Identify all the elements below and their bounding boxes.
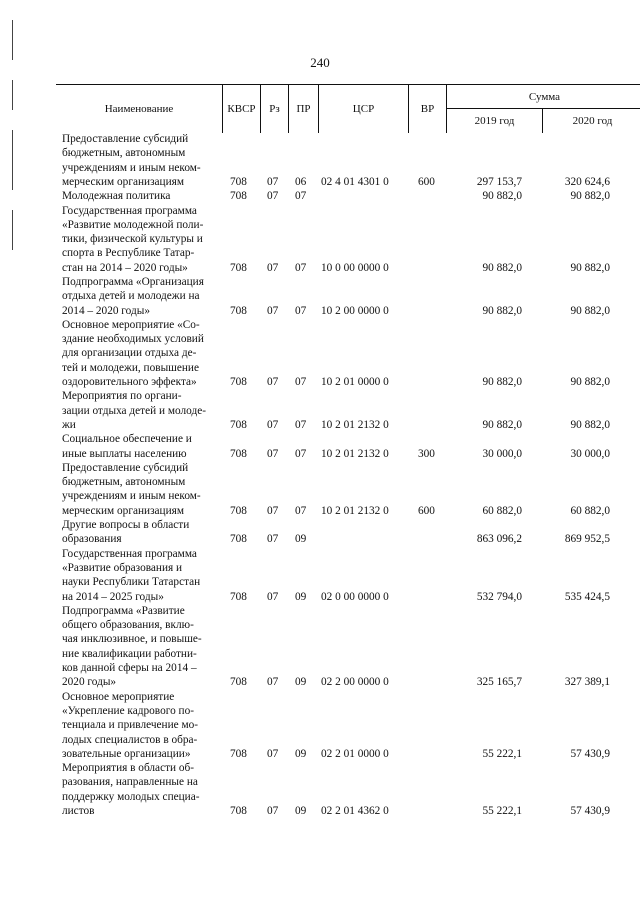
row-kvsr: 708 bbox=[230, 805, 247, 818]
row-name-line: ков данной сферы на 2014 – bbox=[62, 662, 197, 675]
page-number: 240 bbox=[310, 55, 330, 70]
row-csr: 02 4 01 4301 0 bbox=[321, 175, 389, 188]
row-csr: 10 2 01 0000 0 bbox=[321, 376, 389, 389]
row-name-line: Предоставление субсидий bbox=[62, 461, 189, 474]
row-name-line: зовательные организации» bbox=[62, 747, 191, 760]
row-sum-2019: 55 222,1 bbox=[482, 747, 522, 760]
row-name-line: тики, физической культуры и bbox=[62, 233, 203, 246]
row-pr: 09 bbox=[295, 533, 307, 546]
row-name-line: 2014 – 2020 годы» bbox=[62, 304, 150, 317]
row-rz: 07 bbox=[267, 261, 279, 274]
row-name-line: Государственная программа bbox=[62, 204, 197, 217]
row-rz: 07 bbox=[267, 175, 279, 188]
row-sum-2019: 60 882,0 bbox=[482, 504, 522, 517]
row-sum-2019: 90 882,0 bbox=[482, 304, 522, 317]
row-kvsr: 708 bbox=[230, 590, 247, 603]
row-name-line: на 2014 – 2025 годы» bbox=[62, 590, 164, 603]
row-name-line: учреждениям и иным неком- bbox=[62, 161, 201, 174]
row-name bbox=[62, 604, 218, 690]
row-name bbox=[62, 518, 218, 547]
row-pr: 09 bbox=[295, 676, 307, 689]
table-row bbox=[0, 547, 640, 604]
row-sum-2020: 90 882,0 bbox=[570, 304, 610, 317]
row-name-line: 2020 годы» bbox=[62, 676, 117, 689]
table-header bbox=[56, 84, 640, 133]
row-kvsr: 708 bbox=[230, 175, 247, 188]
row-vr: 300 bbox=[418, 447, 435, 460]
row-name bbox=[62, 275, 218, 318]
header-2020: 2020 год bbox=[542, 109, 640, 133]
row-name-line: листов bbox=[62, 805, 95, 818]
row-pr: 09 bbox=[295, 590, 307, 603]
header-pr: ПР bbox=[288, 85, 318, 133]
row-sum-2019: 297 153,7 bbox=[476, 175, 522, 188]
row-pr: 07 bbox=[295, 376, 307, 389]
row-name-line: Другие вопросы в области bbox=[62, 519, 190, 532]
row-sum-2020: 327 389,1 bbox=[564, 676, 610, 689]
row-name bbox=[62, 761, 218, 818]
row-name-line: спорта в Республике Татар- bbox=[62, 247, 195, 260]
table-row bbox=[0, 132, 640, 189]
table-row bbox=[0, 432, 640, 461]
table-row bbox=[0, 690, 640, 762]
row-csr: 02 0 00 0000 0 bbox=[321, 590, 389, 603]
row-name-line: тей и молодежи, повышение bbox=[62, 361, 199, 374]
row-pr: 07 bbox=[295, 418, 307, 431]
row-pr: 06 bbox=[295, 175, 307, 188]
header-name: Наименование bbox=[104, 103, 174, 115]
row-name bbox=[62, 690, 218, 761]
row-name-line: отдыха детей и молодежи на bbox=[62, 290, 200, 303]
row-name-line: общего образования, вклю- bbox=[62, 619, 194, 632]
row-name-line: «Развитие молодежной поли- bbox=[62, 218, 204, 231]
row-sum-2020: 90 882,0 bbox=[570, 261, 610, 274]
row-name bbox=[62, 461, 218, 518]
row-kvsr: 708 bbox=[230, 418, 247, 431]
row-pr: 07 bbox=[295, 447, 307, 460]
row-name-line: чая инклюзивное, и повыше- bbox=[62, 633, 202, 646]
row-kvsr: 708 bbox=[230, 533, 247, 546]
row-rz: 07 bbox=[267, 747, 279, 760]
row-kvsr: 708 bbox=[230, 190, 247, 203]
header-csr: ЦСР bbox=[318, 85, 408, 133]
row-rz: 07 bbox=[267, 190, 279, 203]
row-pr: 09 bbox=[295, 747, 307, 760]
row-sum-2019: 532 794,0 bbox=[476, 590, 522, 603]
table-row bbox=[0, 389, 640, 432]
row-sum-2019: 30 000,0 bbox=[482, 447, 522, 460]
row-kvsr: 708 bbox=[230, 447, 247, 460]
row-sum-2019: 90 882,0 bbox=[482, 190, 522, 203]
row-sum-2020: 869 952,5 bbox=[564, 533, 610, 546]
row-kvsr: 708 bbox=[230, 504, 247, 517]
header-rz: Рз bbox=[260, 85, 288, 133]
row-pr: 07 bbox=[295, 304, 307, 317]
row-csr: 02 2 01 4362 0 bbox=[321, 805, 389, 818]
table-row bbox=[0, 189, 640, 203]
row-sum-2020: 60 882,0 bbox=[570, 504, 610, 517]
row-name-line: иные выплаты населению bbox=[62, 447, 187, 460]
row-name bbox=[62, 204, 218, 275]
row-name bbox=[62, 189, 218, 203]
row-sum-2020: 30 000,0 bbox=[570, 447, 610, 460]
row-rz: 07 bbox=[267, 504, 279, 517]
header-vr: ВР bbox=[408, 85, 446, 133]
row-name-line: мерческим организациям bbox=[62, 504, 184, 517]
row-name-line: Подпрограмма «Развитие bbox=[62, 604, 185, 617]
table-row bbox=[0, 461, 640, 518]
row-csr: 02 2 00 0000 0 bbox=[321, 676, 389, 689]
row-sum-2019: 325 165,7 bbox=[476, 676, 522, 689]
row-sum-2019: 90 882,0 bbox=[482, 418, 522, 431]
row-name-line: лодых специалистов в обра- bbox=[62, 733, 198, 746]
row-name-line: Основное мероприятие bbox=[62, 690, 175, 703]
row-pr: 09 bbox=[295, 805, 307, 818]
row-kvsr: 708 bbox=[230, 304, 247, 317]
row-sum-2020: 90 882,0 bbox=[570, 418, 610, 431]
row-name-line: Мероприятия по органи- bbox=[62, 390, 182, 403]
row-name bbox=[62, 389, 218, 432]
row-name-line: мерческим организациям bbox=[62, 175, 184, 188]
row-name-line: Молодежная политика bbox=[62, 190, 171, 203]
row-sum-2020: 320 624,6 bbox=[564, 175, 610, 188]
row-name-line: стан на 2014 – 2020 годы» bbox=[62, 261, 188, 274]
row-name-line: бюджетным, автономным bbox=[62, 147, 186, 160]
row-rz: 07 bbox=[267, 376, 279, 389]
row-csr: 10 2 01 2132 0 bbox=[321, 447, 389, 460]
row-sum-2020: 57 430,9 bbox=[570, 747, 610, 760]
row-kvsr: 708 bbox=[230, 261, 247, 274]
row-name-line: тенциала и привлечение мо- bbox=[62, 719, 199, 732]
table-row bbox=[0, 604, 640, 690]
row-name-line: бюджетным, автономным bbox=[62, 476, 186, 489]
row-name-line: жи bbox=[62, 418, 76, 431]
row-rz: 07 bbox=[267, 418, 279, 431]
row-name-line: Социальное обеспечение и bbox=[62, 433, 192, 446]
row-name bbox=[62, 432, 218, 461]
row-sum-2019: 90 882,0 bbox=[482, 261, 522, 274]
row-sum-2019: 863 096,2 bbox=[476, 533, 522, 546]
row-sum-2020: 57 430,9 bbox=[570, 805, 610, 818]
row-name-line: зации отдыха детей и молоде- bbox=[62, 404, 206, 417]
row-name-line: здание необходимых условий bbox=[62, 333, 204, 346]
row-vr: 600 bbox=[418, 175, 435, 188]
row-rz: 07 bbox=[267, 533, 279, 546]
row-vr: 600 bbox=[418, 504, 435, 517]
row-name-line: учреждениям и иным неком- bbox=[62, 490, 201, 503]
row-name-line: науки Республики Татарстан bbox=[62, 576, 201, 589]
row-name-line: Основное мероприятие «Со- bbox=[62, 318, 200, 331]
row-rz: 07 bbox=[267, 590, 279, 603]
table-row bbox=[0, 518, 640, 547]
row-name-line: «Укрепление кадрового по- bbox=[62, 704, 194, 717]
row-rz: 07 bbox=[267, 447, 279, 460]
row-rz: 07 bbox=[267, 805, 279, 818]
row-pr: 07 bbox=[295, 190, 307, 203]
row-name bbox=[62, 318, 218, 389]
header-kvsr: КВСР bbox=[222, 85, 260, 133]
row-kvsr: 708 bbox=[230, 747, 247, 760]
row-pr: 07 bbox=[295, 261, 307, 274]
row-csr: 10 2 01 2132 0 bbox=[321, 418, 389, 431]
row-name-line: образования bbox=[62, 533, 122, 546]
table-row bbox=[0, 204, 640, 276]
row-name-line: оздоровительного эффекта» bbox=[62, 376, 197, 389]
row-csr: 10 2 01 2132 0 bbox=[321, 504, 389, 517]
row-name-line: ние квалификации работни- bbox=[62, 647, 197, 660]
row-rz: 07 bbox=[267, 676, 279, 689]
header-sum: Сумма bbox=[446, 85, 640, 109]
header-2019: 2019 год bbox=[446, 109, 542, 133]
row-rz: 07 bbox=[267, 304, 279, 317]
row-sum-2020: 90 882,0 bbox=[570, 190, 610, 203]
row-name-line: Предоставление субсидий bbox=[62, 133, 189, 145]
row-name-line: поддержку молодых специа- bbox=[62, 790, 200, 803]
row-name-line: Подпрограмма «Организация bbox=[62, 276, 204, 288]
row-name-line: Государственная программа bbox=[62, 547, 197, 560]
row-name-line: разования, направленные на bbox=[62, 776, 198, 789]
row-name bbox=[62, 547, 218, 604]
row-name bbox=[62, 132, 218, 189]
row-name-line: для организации отдыха де- bbox=[62, 347, 197, 360]
row-sum-2019: 55 222,1 bbox=[482, 805, 522, 818]
row-sum-2020: 90 882,0 bbox=[570, 376, 610, 389]
table-row bbox=[0, 761, 640, 818]
row-csr: 10 0 00 0000 0 bbox=[321, 261, 389, 274]
table-row bbox=[0, 275, 640, 318]
row-pr: 07 bbox=[295, 504, 307, 517]
row-csr: 02 2 01 0000 0 bbox=[321, 747, 389, 760]
row-csr: 10 2 00 0000 0 bbox=[321, 304, 389, 317]
table-row bbox=[0, 318, 640, 390]
row-sum-2019: 90 882,0 bbox=[482, 376, 522, 389]
row-kvsr: 708 bbox=[230, 676, 247, 689]
row-name-line: «Развитие образования и bbox=[62, 561, 183, 574]
row-name-line: Мероприятия в области об- bbox=[62, 762, 195, 775]
row-sum-2020: 535 424,5 bbox=[564, 590, 610, 603]
row-kvsr: 708 bbox=[230, 376, 247, 389]
